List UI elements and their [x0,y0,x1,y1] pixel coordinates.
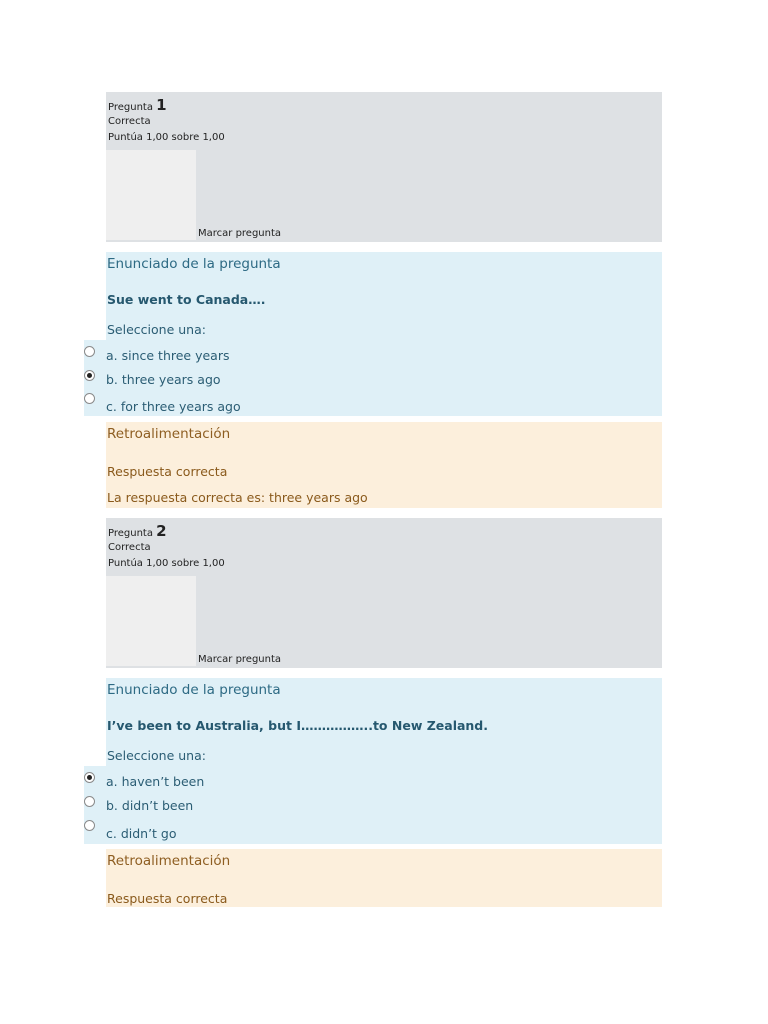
question-heading: Enunciado de la pregunta [107,256,281,272]
question-grade: Puntúa 1,00 sobre 1,00 [108,558,225,569]
feedback-result: Respuesta correcta [107,891,228,906]
flag-question-link[interactable]: Marcar pregunta [198,228,282,239]
question-text: Sue went to Canada…. [107,292,266,307]
answer-prompt: Seleccione una: [107,748,206,763]
question-state: Correcta [108,116,151,127]
radio-button[interactable] [84,346,95,357]
feedback-result: Respuesta correcta [107,464,228,479]
answer-prompt: Seleccione una: [107,322,206,337]
question-number [108,96,167,114]
question-1-answer-a[interactable] [84,346,384,368]
question-1-answer-b[interactable] [84,370,384,392]
question-1-feedback [106,422,662,508]
question-2-feedback [106,849,662,907]
radio-button[interactable] [84,796,95,807]
answer-label[interactable]: c. for three years ago [106,399,241,414]
question-heading: Enunciado de la pregunta [107,682,281,698]
flag-icon-area [106,576,196,666]
radio-button-selected[interactable] [84,772,95,783]
answer-label[interactable]: b. didn’t been [106,798,194,813]
answer-label[interactable]: b. three years ago [106,372,221,387]
feedback-correct-answer: La respuesta correcta es: three years ago [107,490,368,505]
answer-label[interactable]: a. since three years [106,348,230,363]
question-2-answer-b[interactable] [84,796,384,818]
flag-question-link[interactable]: Marcar pregunta [198,654,282,665]
radio-button[interactable] [84,820,95,831]
radio-button[interactable] [84,393,95,404]
feedback-heading: Retroalimentación [107,426,231,442]
question-number-value: 1 [156,96,167,114]
feedback-heading: Retroalimentación [107,853,231,869]
answer-label[interactable]: c. didn’t go [106,826,177,841]
question-2-info [106,518,662,668]
radio-button-selected[interactable] [84,370,95,381]
question-label: Pregunta [108,528,153,539]
question-number [108,522,167,540]
question-1-info [106,92,662,242]
question-state: Correcta [108,542,151,553]
question-label: Pregunta [108,102,153,113]
question-grade: Puntúa 1,00 sobre 1,00 [108,132,225,143]
question-text: I’ve been to Australia, but I……………..to New Zealand. [107,718,489,733]
question-1-answer-c[interactable] [84,393,384,415]
question-2-answer-c[interactable] [84,820,384,842]
question-number-value: 2 [156,522,167,540]
question-2-answer-a[interactable] [84,772,384,794]
flag-icon-area [106,150,196,240]
answer-label[interactable]: a. haven’t been [106,774,205,789]
